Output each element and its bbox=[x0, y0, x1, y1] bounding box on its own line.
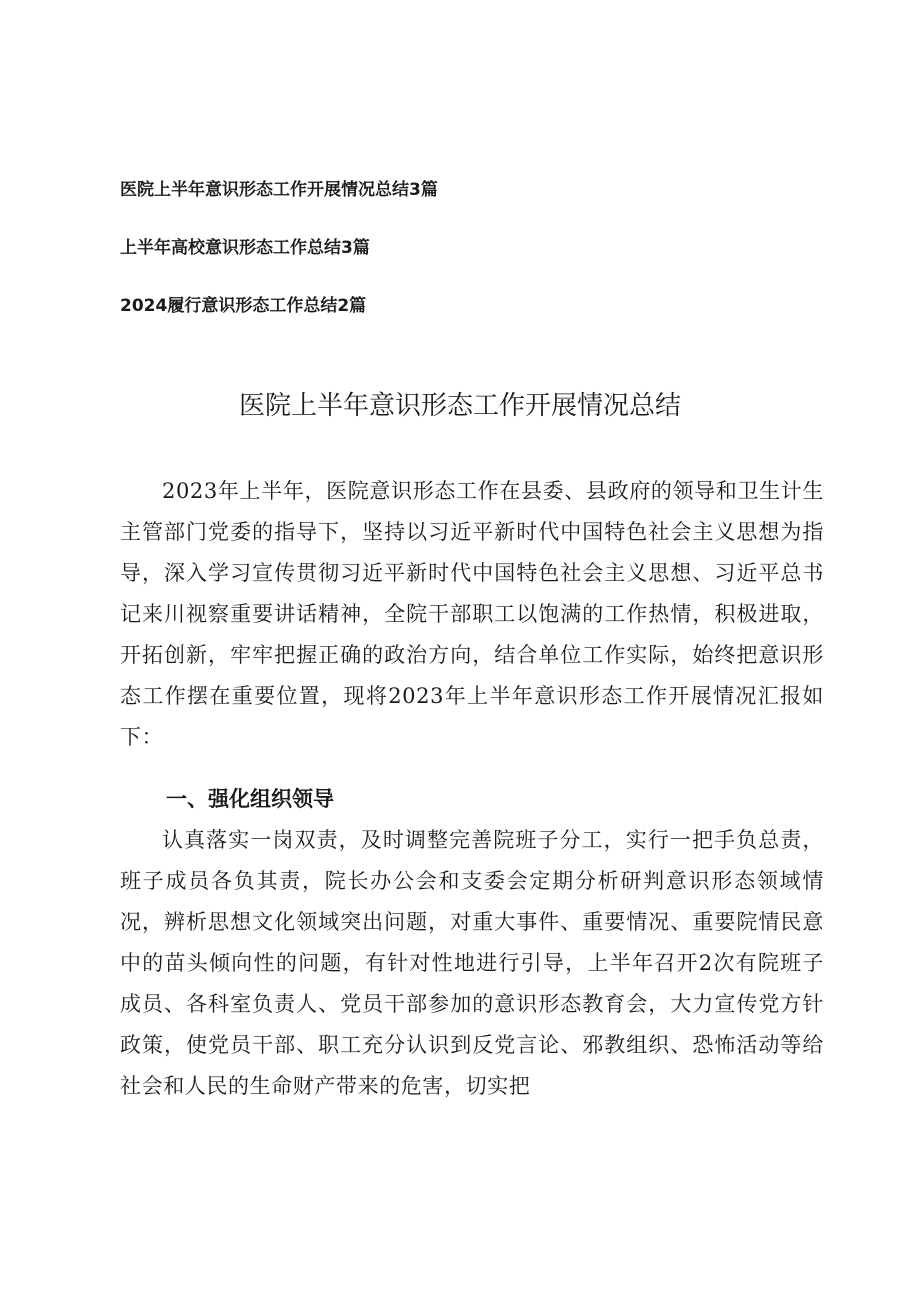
toc-item: 2024履行意识形态工作总结2篇 bbox=[120, 296, 367, 316]
toc-item: 上半年高校意识形态工作总结3篇 bbox=[120, 238, 370, 258]
document-title: 医院上半年意识形态工作开展情况总结 bbox=[238, 391, 681, 421]
intro-paragraph: 2023年上半年，医院意识形态工作在县委、县政府的领导和卫生计生主管部门党委的指导下，坚持以习近平新时代中国特色社会主义思想为指导，深入学习宣传贯彻习近平新时代中国特色社会主义思想、习近平总书记来川视察重要讲话精神，全院干部职工以饱满的工作热情，积极进取，开拓创新，牢牢把握正确的政治方向，结合单位工作实际，始终把意识形态工作摆在重要位置，现将2023年上半年意识形态工作开展情况汇报如下： bbox=[120, 479, 824, 749]
table-of-contents bbox=[120, 178, 820, 352]
toc-item: 医院上半年意识形态工作开展情况总结3篇 bbox=[120, 180, 438, 200]
section-heading: 一、强化组织领导 bbox=[166, 787, 334, 811]
section-paragraph: 认真落实一岗双责，及时调整完善院班子分工，实行一把手负总责，班子成员各负其责，院长办公会和支委会定期分析研判意识形态领域情况，辨析思想文化领域突出问题，对重大事件、重要情况、重要院情民意中的苗头倾向性的问题，有针对性地进行引导，上半年召开2次有院班子成员、各科室负责人、党员干部参加的意识形态教育会，大力宣传党方针政策，使党员干部、职工充分认识到反党言论、邪教组织、恐怖活动等给社会和人民的生命财产带来的危害，切实把 bbox=[120, 828, 824, 1098]
